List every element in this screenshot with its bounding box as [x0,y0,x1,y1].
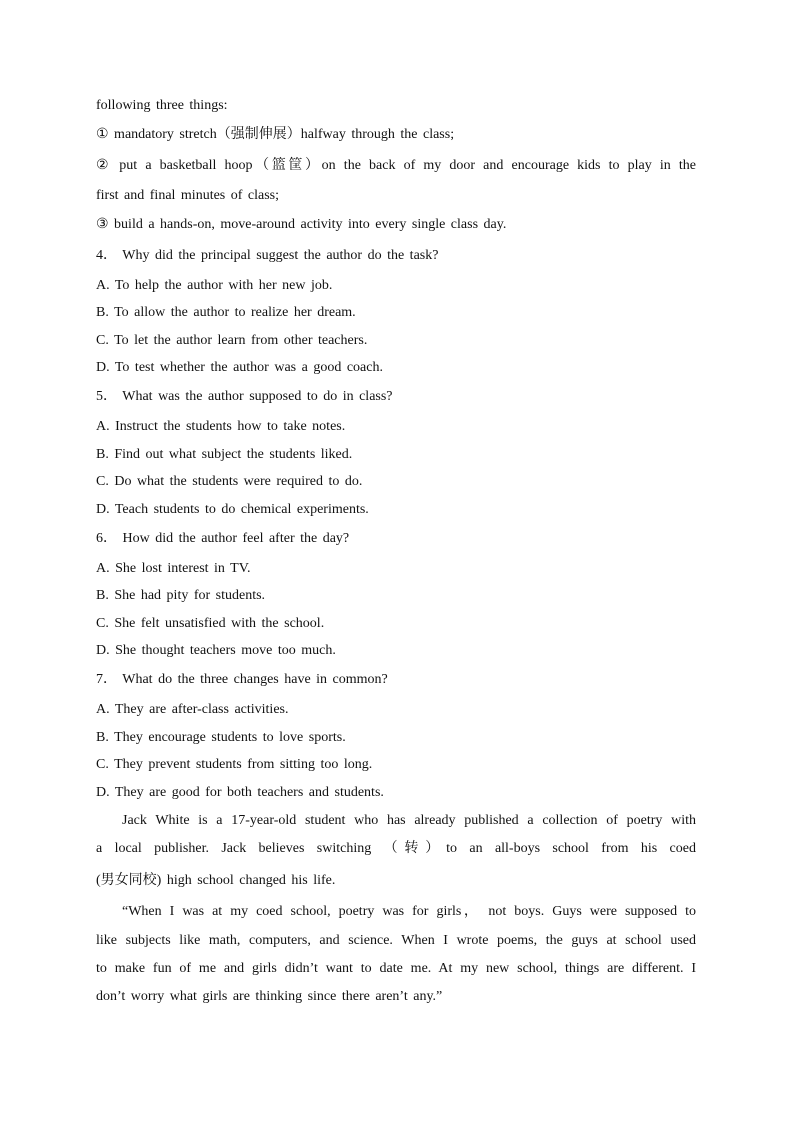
answer-option: D. They are good for both teachers and students. [96,785,384,800]
answer-option: C. They prevent students from sitting too long. [96,757,373,772]
answer-option: A. She lost interest in TV. [96,561,251,576]
question-stem: 4． Why did the principal suggest the author do the task? [96,248,439,263]
paragraph-line: (男女同校) high school changed his life. [96,873,336,888]
answer-option: C. She felt unsatisfied with the school. [96,616,325,631]
paragraph-line: to make fun of me and girls didn’t want to date me. At my new school, things are different. I [96,961,696,976]
answer-option: B. To allow the author to realize her dream. [96,305,356,320]
answer-option: A. Instruct the students how to take notes. [96,419,346,434]
answer-option: B. They encourage students to love sports. [96,730,346,745]
paragraph-line: Jack White is a 17-year-old student who has already published a collection of poetry with [122,813,696,828]
answer-option: B. She had pity for students. [96,588,266,603]
list-item: ② put a basketball hoop（篮筐）on the back of my door and encourage kids to play in the [96,158,696,173]
passage-intro-line: following three things: [96,98,228,113]
answer-option: A. To help the author with her new job. [96,278,333,293]
list-item: ① mandatory stretch（强制伸展）halfway through the class; [96,127,455,142]
list-item: first and final minutes of class; [96,188,280,203]
answer-option: D. To test whether the author was a good coach. [96,360,383,375]
answer-option: C. Do what the students were required to do. [96,474,363,489]
paragraph-line: “When I was at my coed school, poetry was for girls， not boys. Guys were supposed to [122,904,696,919]
paragraph-line: a local publisher. Jack believes switching （转）to an all-boys school from his coed [96,841,696,856]
answer-option: D. Teach students to do chemical experiments. [96,502,369,517]
question-stem: 6． How did the author feel after the day? [96,531,350,546]
question-stem: 7． What do the three changes have in common? [96,672,388,687]
question-stem: 5． What was the author supposed to do in class? [96,389,393,404]
paragraph-line: like subjects like math, computers, and science. When I wrote poems, the guys at school used [96,933,696,948]
answer-option: B. Find out what subject the students liked. [96,447,353,462]
list-item: ③ build a hands-on, move-around activity into every single class day. [96,217,507,232]
answer-option: C. To let the author learn from other teachers. [96,333,368,348]
answer-option: D. She thought teachers move too much. [96,643,336,658]
answer-option: A. They are after-class activities. [96,702,289,717]
paragraph-line: don’t worry what girls are thinking since there aren’t any.” [96,989,443,1004]
